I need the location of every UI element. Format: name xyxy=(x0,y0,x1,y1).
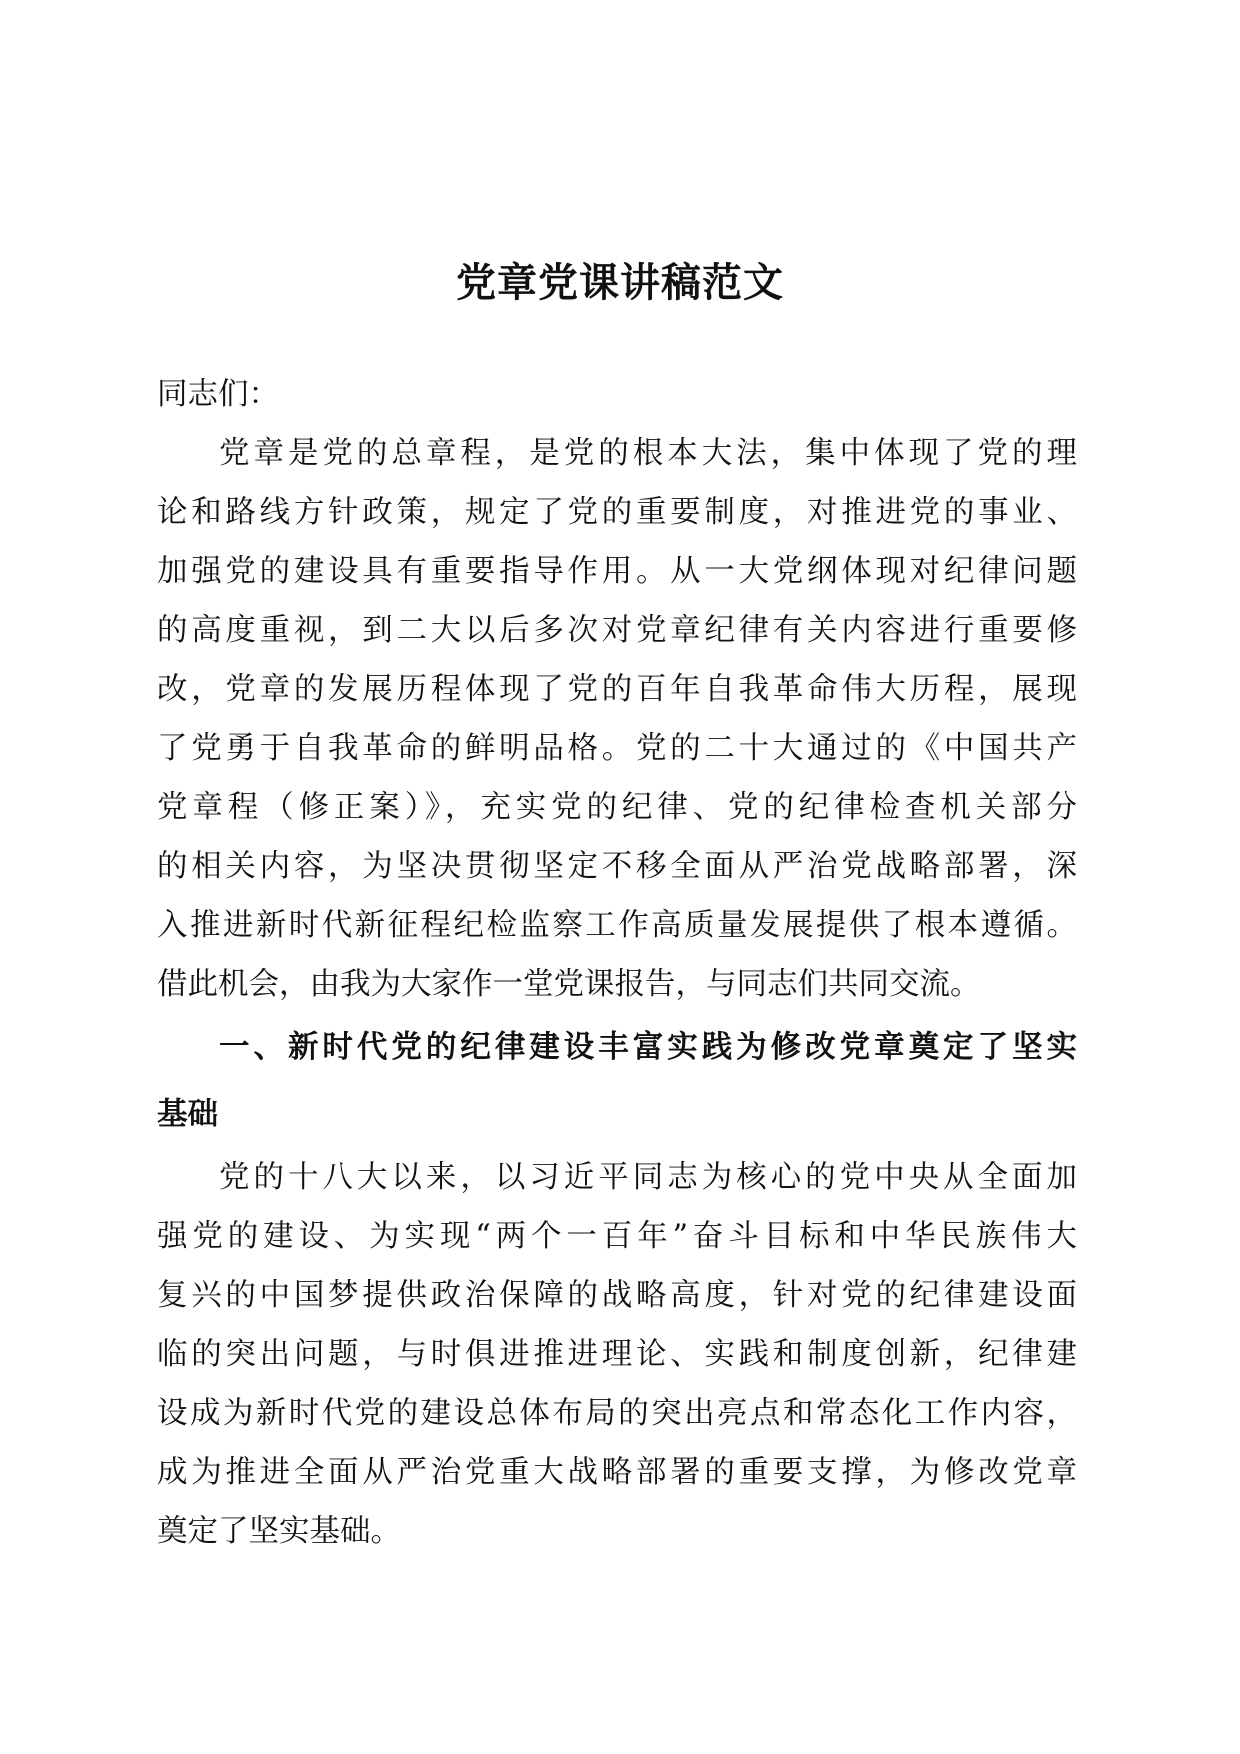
paragraph-line: 奠定了坚实基础。 xyxy=(157,1514,401,1549)
heading-line: 基础 xyxy=(157,1097,218,1132)
paragraph-line: 的高度重视，到二大以后多次对党章纪律有关内容进行重要修 xyxy=(157,613,1077,648)
salutation: 同志们： xyxy=(157,377,279,412)
paragraph-line: 改，党章的发展历程体现了党的百年自我革命伟大历程，展现 xyxy=(157,672,1077,707)
heading-line: 一、新时代党的纪律建设丰富实践为修改党章奠定了坚实 xyxy=(219,1030,1077,1065)
paragraph-line: 入推进新时代新征程纪检监察工作高质量发展提供了根本遵循。 xyxy=(157,908,1077,943)
paragraph-line: 成为推进全面从严治党重大战略部署的重要支撑，为修改党章 xyxy=(157,1455,1077,1490)
paragraph-line: 党章是党的总章程，是党的根本大法，集中体现了党的理 xyxy=(219,436,1077,471)
paragraph-line: 复兴的中国梦提供政治保障的战略高度，针对党的纪律建设面 xyxy=(157,1278,1077,1313)
document-body xyxy=(157,365,1077,1561)
paragraph-line: 借此机会，由我为大家作一堂党课报告，与同志们共同交流。 xyxy=(157,967,981,1002)
paragraph-line: 党的十八大以来，以习近平同志为核心的党中央从全面加 xyxy=(219,1160,1077,1195)
paragraph-line: 论和路线方针政策，规定了党的重要制度，对推进党的事业、 xyxy=(157,495,1077,530)
paragraph-line: 设成为新时代党的建设总体布局的突出亮点和常态化工作内容， xyxy=(157,1396,1077,1431)
paragraph-line: 的相关内容，为坚决贯彻坚定不移全面从严治党战略部署，深 xyxy=(157,849,1077,884)
document-title: 党章党课讲稿范文 xyxy=(456,260,784,306)
paragraph-line: 了党勇于自我革命的鲜明品格。党的二十大通过的《中国共产 xyxy=(157,731,1077,766)
paragraph-line: 党章程（修正案）》，充实党的纪律、党的纪律检查机关部分 xyxy=(157,790,1077,825)
paragraph-intro xyxy=(157,424,1077,1014)
paragraph-line: 强党的建设、为实现“两个一百年”奋斗目标和中华民族伟大 xyxy=(157,1219,1077,1254)
paragraph-line: 加强党的建设具有重要指导作用。从一大党纲体现对纪律问题 xyxy=(157,554,1077,589)
paragraph-section-1 xyxy=(157,1148,1077,1561)
paragraph-line: 临的突出问题，与时俱进推进理论、实践和制度创新，纪律建 xyxy=(157,1337,1077,1372)
section-heading-1 xyxy=(157,1014,1077,1148)
